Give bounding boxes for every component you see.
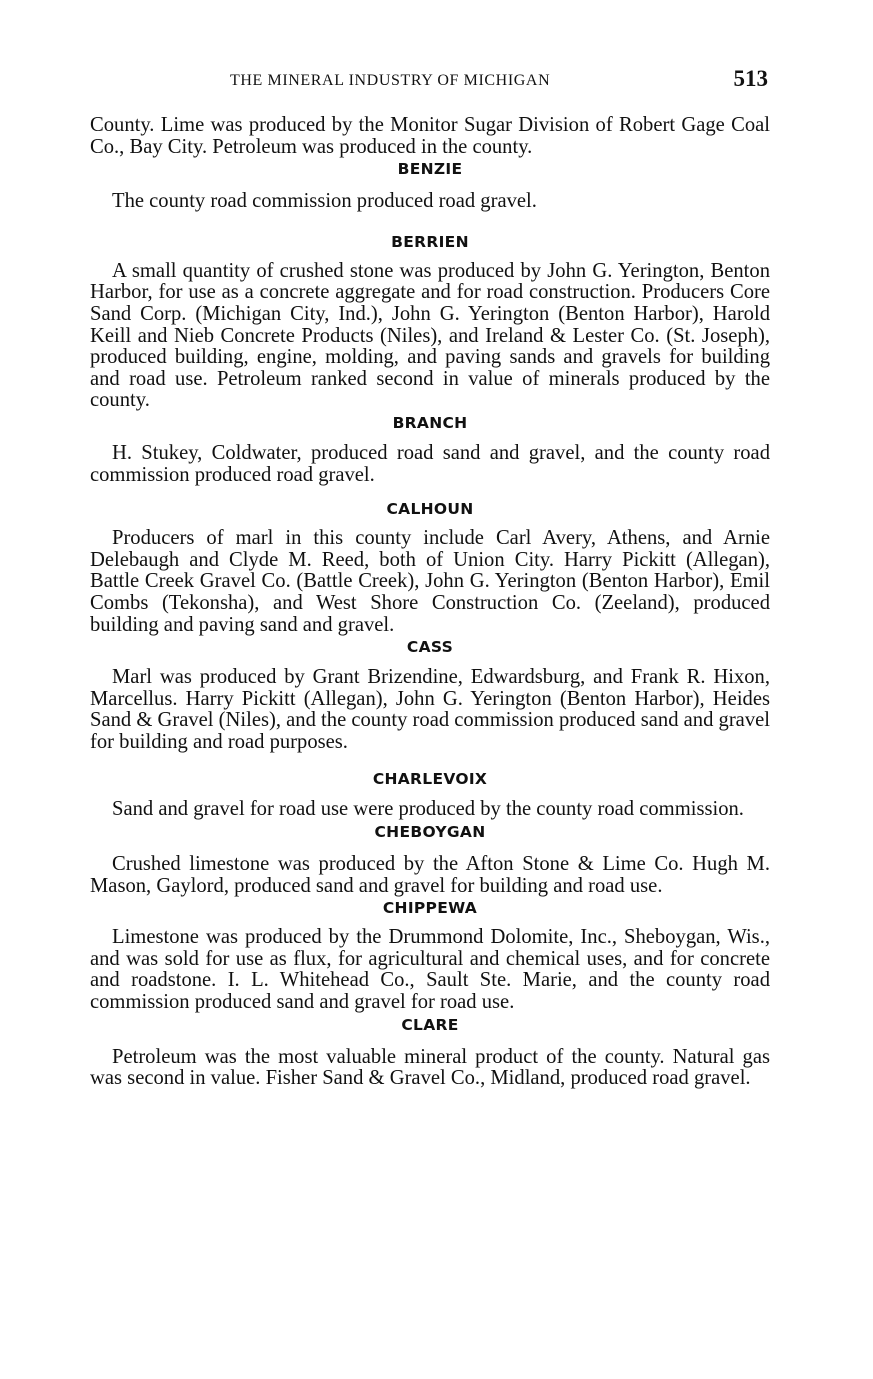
section-text-charlevoix: Sand and gravel for road use were produced by the county road commission.: [112, 798, 744, 821]
page-number: 513: [733, 66, 768, 91]
section-calhoun: [90, 486, 770, 636]
section-heading-charlevoix: CHARLEVOIX: [372, 770, 488, 789]
body-text: [90, 115, 770, 1090]
section-heading-cass: CASS: [406, 638, 454, 657]
section-text-cass: Marl was produced by Grant Brizendine, Edwardsburg, and Frank R. Hixon, Marcellus. Harry Pickitt (Allegan), John G. Yerington (Benton Harbor), Heides Sand & Gravel (Niles), and the county road commission produced sand and gravel for building and road purposes.: [90, 666, 770, 753]
section-branch: [90, 412, 770, 486]
section-heading-branch: BRANCH: [392, 413, 468, 432]
section-text-clare: Petroleum was the most valuable mineral product of the county. Natural gas was second in value. Fisher Sand & Gravel Co., Midland, produced road gravel.: [90, 1045, 770, 1090]
section-heading-calhoun: CALHOUN: [386, 500, 474, 519]
section-cass: [90, 636, 770, 753]
section-heading-benzie: BENZIE: [397, 160, 463, 179]
section-text-benzie: The county road commission produced road gravel.: [112, 190, 537, 213]
section-text-cheboygan: Crushed limestone was produced by the Afton Stone & Lime Co. Hugh M. Mason, Gaylord, produced sand and gravel for building and road use.: [90, 853, 770, 897]
section-text-chippewa: Limestone was produced by the Drummond Dolomite, Inc., Sheboygan, Wis., and was sold for use as flux, for agricultural and chemical uses, and for concrete and roadstone. I. L. Whitehead Co., Sault Ste. Marie, and the county road commission produced sand and gravel for road use.: [90, 926, 770, 1014]
section-heading-clare: CLARE: [401, 1015, 459, 1034]
section-chippewa: [90, 897, 770, 1013]
section-text-berrien: A small quantity of crushed stone was produced by John G. Yerington, Benton Harbor, for use as a concrete aggregate and for road construction. Producers Core Sand Corp. (Michigan City, Ind.), John G. Yerington (Benton Harbor), Harold Keill and Nieb Concrete Products (Niles), and Ireland & Lester Co. (St. Joseph), produced building, engine, molding, and paving sands and gravels for building and road use. Petroleum ranked second in value of minerals produced by the county.: [90, 259, 770, 412]
section-heading-chippewa: CHIPPEWA: [382, 899, 478, 918]
section-berrien: [90, 213, 770, 412]
running-title: THE MINERAL INDUSTRY OF MICHIGAN: [230, 72, 551, 89]
section-text-calhoun: Producers of marl in this county include Carl Avery, Athens, and Arnie Delebaugh and Clyde M. Reed, both of Union City. Harry Pickitt (Allegan), Battle Creek Gravel Co. (Battle Creek), John G. Yerington (Benton Harbor), Emil Combs (Tekonsha), and West Shore Construction Co. (Zeeland), produced building and paving sand and gravel.: [90, 527, 770, 636]
intro-paragraph: County. Lime was produced by the Monitor Sugar Division of Robert Gage Coal Co., Bay City. Petroleum was produced in the county.: [90, 114, 770, 158]
section-benzie: [90, 158, 770, 213]
section-cheboygan: [90, 821, 770, 897]
section-clare: [90, 1014, 770, 1090]
section-heading-cheboygan: CHEBOYGAN: [374, 823, 486, 842]
section-text-branch: H. Stukey, Coldwater, produced road sand and gravel, and the county road commission produced road gravel.: [90, 441, 770, 486]
section-heading-berrien: BERRIEN: [391, 232, 469, 251]
running-header: [90, 66, 770, 99]
section-charlevoix: [90, 753, 770, 821]
